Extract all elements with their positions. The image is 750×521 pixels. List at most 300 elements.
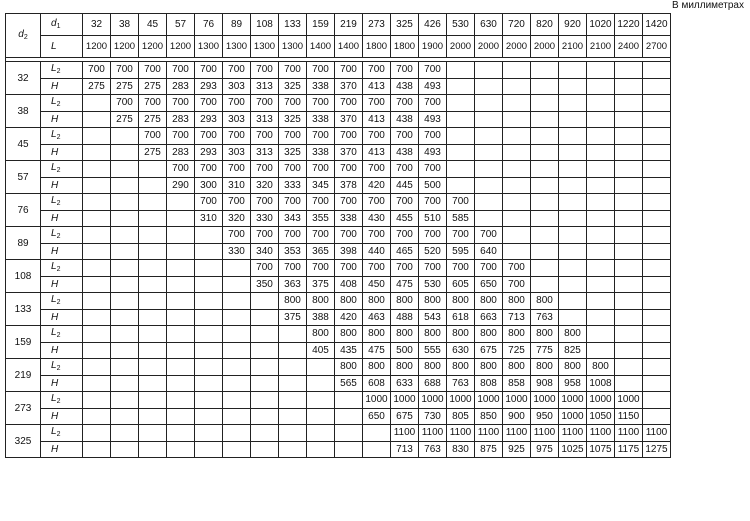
H-value-cell: 310 [223,177,251,194]
H-value-cell: 520 [419,243,447,260]
d1-value-cell: 630 [475,14,503,36]
L2-label-cell: $L_2$ [41,392,83,409]
L2-value-cell [587,293,615,310]
L2-value-cell: 700 [223,62,251,79]
H-value-cell [139,441,167,458]
H-value-cell: 675 [391,408,419,425]
H-value-cell [615,243,643,260]
H-value-cell: 1075 [587,441,615,458]
L2-value-cell: 700 [167,161,195,178]
L2-value-cell [251,392,279,409]
table-row [6,194,671,211]
H-value-cell [643,111,671,128]
L2-value-cell: 1000 [587,392,615,409]
L2-value-cell [475,95,503,112]
H-value-cell: 1008 [587,375,615,392]
H-label-cell: H [41,243,83,260]
L2-value-cell: 1000 [615,392,643,409]
H-value-cell [503,210,531,227]
L2-value-cell: 700 [195,161,223,178]
L2-value-cell [475,194,503,211]
H-value-cell: 413 [363,111,391,128]
L2-value-cell: 700 [363,62,391,79]
L2-value-cell [167,260,195,277]
L2-value-cell: 1000 [363,392,391,409]
H-value-cell [139,276,167,293]
d1-value-cell: 45 [139,14,167,36]
L2-value-cell: 800 [419,326,447,343]
d1-value-cell: 920 [559,14,587,36]
L-value-cell: 1300 [251,36,279,58]
table-row [6,326,671,343]
header-row-L [6,36,671,58]
H-value-cell: 455 [391,210,419,227]
L2-value-cell [139,161,167,178]
H-value-cell [279,342,307,359]
L2-value-cell [167,425,195,442]
H-value-cell [279,375,307,392]
H-value-cell [139,210,167,227]
L2-value-cell [503,95,531,112]
H-value-cell: 365 [307,243,335,260]
L2-value-cell [139,260,167,277]
L2-value-cell [223,260,251,277]
L2-value-cell: 700 [391,95,419,112]
H-value-cell [503,243,531,260]
L2-value-cell: 1100 [503,425,531,442]
H-value-cell [111,309,139,326]
L2-value-cell: 700 [279,260,307,277]
L2-value-cell: 700 [475,227,503,244]
H-value-cell: 825 [559,342,587,359]
L2-value-cell: 800 [503,293,531,310]
H-label-cell: H [41,342,83,359]
H-value-cell [195,243,223,260]
L-value-cell: 1300 [195,36,223,58]
L2-value-cell: 700 [279,227,307,244]
L-value-cell: 2400 [615,36,643,58]
H-value-cell [447,144,475,161]
L2-value-cell: 700 [335,95,363,112]
H-value-cell [83,309,111,326]
H-value-cell [531,276,559,293]
d1-value-cell: 426 [419,14,447,36]
L2-value-cell [195,293,223,310]
L2-value-cell [615,161,643,178]
L2-value-cell [587,161,615,178]
H-value-cell [587,342,615,359]
d1-value-cell: 325 [391,14,419,36]
H-value-cell [195,375,223,392]
L2-value-cell [503,128,531,145]
L2-value-cell: 700 [419,161,447,178]
L2-value-cell [83,161,111,178]
L-value-cell: 1400 [307,36,335,58]
L2-value-cell [223,293,251,310]
table-row [6,293,671,310]
L2-value-cell: 700 [195,128,223,145]
L2-value-cell: 800 [363,326,391,343]
d1-value-cell: 219 [335,14,363,36]
L2-value-cell: 700 [363,227,391,244]
H-value-cell: 808 [475,375,503,392]
L2-value-cell [83,326,111,343]
L2-value-cell: 1100 [447,425,475,442]
H-value-cell [363,441,391,458]
L2-value-cell [615,260,643,277]
L2-value-cell [83,359,111,376]
header-row-d1 [6,14,671,36]
H-value-cell [139,375,167,392]
H-value-cell [195,342,223,359]
L2-value-cell [531,95,559,112]
L2-value-cell [475,161,503,178]
L2-value-cell [139,293,167,310]
L2-label-cell: $L_2$ [41,161,83,178]
L2-value-cell [279,425,307,442]
d1-value-cell: 273 [363,14,391,36]
H-value-cell [559,78,587,95]
L2-value-cell [167,359,195,376]
L2-value-cell [447,62,475,79]
table-row [6,128,671,145]
units-note: В миллиметрах [672,0,744,11]
L2-value-cell [139,392,167,409]
H-value-cell: 440 [363,243,391,260]
L2-value-cell [195,260,223,277]
H-value-cell: 370 [335,144,363,161]
H-value-cell: 275 [139,111,167,128]
L2-value-cell: 800 [419,293,447,310]
H-value-cell: 398 [335,243,363,260]
L2-value-cell [251,425,279,442]
H-value-cell [83,276,111,293]
H-value-cell: 608 [363,375,391,392]
L2-value-cell: 700 [195,62,223,79]
L2-value-cell: 1100 [419,425,447,442]
H-value-cell [531,243,559,260]
L-value-cell: 1300 [223,36,251,58]
L2-value-cell: 1000 [475,392,503,409]
L-value-cell: 2000 [503,36,531,58]
L2-value-cell [587,95,615,112]
H-value-cell: 430 [363,210,391,227]
d2-value-cell: 57 [6,161,41,194]
L2-value-cell [559,128,587,145]
H-value-cell [223,309,251,326]
table-row [6,62,671,79]
L2-value-cell [447,161,475,178]
H-value-cell: 1175 [615,441,643,458]
L2-value-cell: 800 [475,359,503,376]
H-value-cell [643,342,671,359]
H-value-cell [643,375,671,392]
H-value-cell: 313 [251,144,279,161]
L2-value-cell: 700 [251,194,279,211]
H-value-cell [167,342,195,359]
L2-value-cell: 800 [559,359,587,376]
H-value-cell: 353 [279,243,307,260]
L2-value-cell: 800 [531,293,559,310]
L2-value-cell: 700 [279,62,307,79]
L-value-cell: 1400 [335,36,363,58]
H-value-cell [447,111,475,128]
H-value-cell [83,243,111,260]
L2-value-cell [531,227,559,244]
L2-value-cell [531,161,559,178]
H-value-cell: 313 [251,111,279,128]
H-value-cell [251,342,279,359]
H-label-cell: H [41,408,83,425]
L2-value-cell: 700 [167,128,195,145]
H-value-cell: 370 [335,78,363,95]
L2-value-cell: 700 [419,62,447,79]
L2-value-cell: 1100 [615,425,643,442]
H-value-cell [475,78,503,95]
L2-label-cell: $L_2$ [41,326,83,343]
L2-value-cell [139,227,167,244]
H-value-cell [307,441,335,458]
L-value-cell: 1200 [111,36,139,58]
H-value-cell [587,276,615,293]
H-value-cell: 465 [391,243,419,260]
L2-value-cell [559,62,587,79]
d1-value-cell: 720 [503,14,531,36]
d1-value-cell: 89 [223,14,251,36]
H-value-cell: 640 [475,243,503,260]
H-label-cell: H [41,111,83,128]
H-value-cell: 650 [475,276,503,293]
L2-value-cell [83,260,111,277]
L2-value-cell: 700 [167,95,195,112]
L2-value-cell [167,194,195,211]
H-value-cell [531,144,559,161]
H-value-cell [167,210,195,227]
H-label-cell: H [41,276,83,293]
L2-value-cell [223,359,251,376]
H-value-cell: 493 [419,144,447,161]
H-value-cell [559,243,587,260]
H-value-cell: 438 [391,78,419,95]
H-value-cell [587,177,615,194]
H-value-cell: 725 [503,342,531,359]
L2-value-cell [587,194,615,211]
L2-value-cell: 700 [363,194,391,211]
L2-label-cell: $L_2$ [41,425,83,442]
H-value-cell [531,78,559,95]
table-row [6,309,671,326]
d1-value-cell: 820 [531,14,559,36]
H-value-cell: 330 [251,210,279,227]
L2-value-cell: 700 [139,128,167,145]
H-value-cell [111,342,139,359]
H-value-cell: 925 [503,441,531,458]
H-value-cell: 283 [167,111,195,128]
L2-value-cell: 700 [251,95,279,112]
d2-value-cell: 38 [6,95,41,128]
L2-label-cell: $L_2$ [41,227,83,244]
L-value-cell: 2000 [531,36,559,58]
H-value-cell [83,210,111,227]
L2-value-cell [83,392,111,409]
H-value-cell: 445 [391,177,419,194]
L2-value-cell [167,227,195,244]
H-value-cell [559,210,587,227]
H-value-cell: 293 [195,111,223,128]
L2-value-cell [615,359,643,376]
L2-value-cell: 1000 [559,392,587,409]
H-value-cell [111,210,139,227]
H-value-cell: 493 [419,78,447,95]
L2-value-cell [307,392,335,409]
H-value-cell: 565 [335,375,363,392]
L2-value-cell: 1100 [531,425,559,442]
H-value-cell [587,78,615,95]
L2-value-cell [139,425,167,442]
H-value-cell [167,375,195,392]
H-value-cell: 730 [419,408,447,425]
H-value-cell [643,210,671,227]
L2-value-cell [559,227,587,244]
L2-value-cell [615,326,643,343]
H-value-cell [111,408,139,425]
L-value-cell: 1200 [167,36,195,58]
L2-value-cell: 1100 [559,425,587,442]
d1-value-cell: 1420 [643,14,671,36]
L2-value-cell: 700 [111,95,139,112]
H-value-cell [559,111,587,128]
L2-value-cell: 700 [251,260,279,277]
header-d1-cell: $d_1$ [41,14,83,36]
H-value-cell: 413 [363,144,391,161]
H-value-cell [195,309,223,326]
L2-value-cell: 800 [447,359,475,376]
H-value-cell: 340 [251,243,279,260]
L2-value-cell: 700 [363,95,391,112]
L2-value-cell: 800 [475,326,503,343]
H-value-cell: 388 [307,309,335,326]
L2-value-cell: 700 [195,194,223,211]
H-value-cell: 1275 [643,441,671,458]
L2-value-cell [307,425,335,442]
L2-value-cell: 800 [559,326,587,343]
L2-value-cell: 700 [335,161,363,178]
H-value-cell: 493 [419,111,447,128]
H-value-cell: 325 [279,111,307,128]
L2-value-cell: 700 [251,62,279,79]
H-value-cell: 408 [335,276,363,293]
d2-value-cell: 219 [6,359,41,392]
H-value-cell [251,408,279,425]
L2-value-cell [195,359,223,376]
H-value-cell: 850 [475,408,503,425]
L2-value-cell: 700 [279,128,307,145]
H-value-cell: 330 [223,243,251,260]
L2-value-cell [475,128,503,145]
H-value-cell [587,210,615,227]
L2-value-cell [643,161,671,178]
H-value-cell [223,408,251,425]
L2-value-cell: 700 [167,62,195,79]
H-value-cell [139,408,167,425]
L-value-cell: 2100 [559,36,587,58]
L2-value-cell: 700 [419,227,447,244]
L2-value-cell [111,128,139,145]
table-row [6,408,671,425]
H-value-cell: 275 [111,111,139,128]
L2-value-cell [111,425,139,442]
L2-value-cell [83,128,111,145]
H-value-cell: 333 [279,177,307,194]
H-value-cell: 688 [419,375,447,392]
H-value-cell [615,78,643,95]
L2-value-cell [83,425,111,442]
L2-value-cell: 700 [475,260,503,277]
H-value-cell: 325 [279,144,307,161]
H-value-cell: 303 [223,144,251,161]
H-value-cell [195,276,223,293]
H-value-cell [559,144,587,161]
L2-value-cell: 700 [363,260,391,277]
d1-value-cell: 159 [307,14,335,36]
H-label-cell: H [41,309,83,326]
H-value-cell: 345 [307,177,335,194]
H-value-cell [111,375,139,392]
H-value-cell: 283 [167,144,195,161]
L2-value-cell [643,326,671,343]
d1-value-cell: 108 [251,14,279,36]
H-value-cell: 300 [195,177,223,194]
H-value-cell [531,177,559,194]
L2-value-cell [251,326,279,343]
L2-value-cell: 700 [391,128,419,145]
L2-value-cell [167,293,195,310]
L2-value-cell: 700 [307,128,335,145]
H-value-cell [615,111,643,128]
L2-value-cell: 800 [447,326,475,343]
table-row [6,243,671,260]
table-row [6,260,671,277]
H-value-cell: 595 [447,243,475,260]
H-value-cell: 1050 [587,408,615,425]
L2-value-cell: 1000 [391,392,419,409]
d2-value-cell: 108 [6,260,41,293]
L2-label-cell: $L_2$ [41,359,83,376]
L2-value-cell [587,227,615,244]
L-value-cell: 1200 [139,36,167,58]
H-value-cell [587,309,615,326]
H-value-cell [531,210,559,227]
L2-value-cell [643,128,671,145]
table-row [6,342,671,359]
L2-value-cell: 700 [335,227,363,244]
L2-value-cell: 700 [139,62,167,79]
L2-value-cell: 700 [363,161,391,178]
d2-value-cell: 133 [6,293,41,326]
H-value-cell [615,144,643,161]
L2-value-cell: 700 [419,128,447,145]
H-value-cell: 375 [307,276,335,293]
H-value-cell: 763 [419,441,447,458]
L2-value-cell [167,392,195,409]
L2-value-cell: 800 [475,293,503,310]
H-value-cell: 375 [279,309,307,326]
L2-value-cell: 700 [223,95,251,112]
H-value-cell: 875 [475,441,503,458]
H-label-cell: H [41,144,83,161]
H-value-cell: 908 [531,375,559,392]
H-value-cell: 313 [251,78,279,95]
